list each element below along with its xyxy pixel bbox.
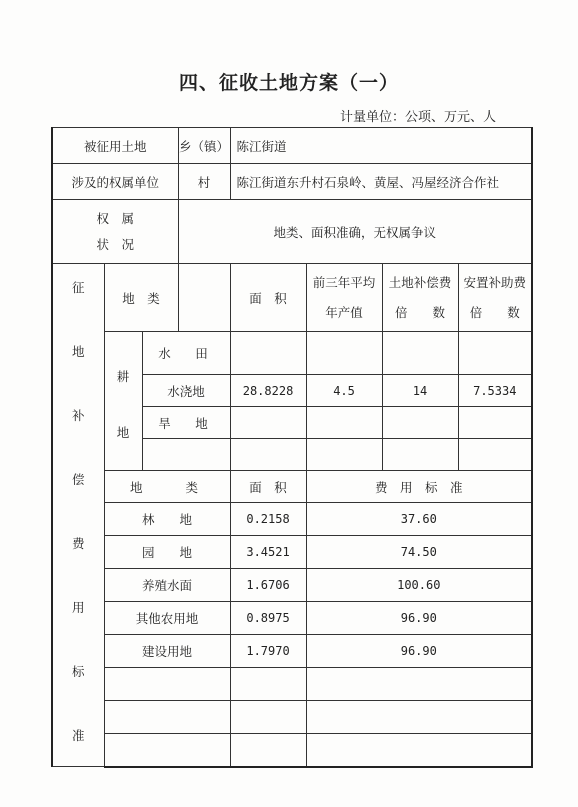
compensation-cell: 14 [382, 375, 458, 407]
cultivated-group-char-1: 地 [116, 425, 130, 440]
rights-label-line1: 权 属 [96, 210, 135, 226]
avg-output-cell [306, 439, 382, 471]
other-land-type-cell: 养殖水面 [104, 569, 230, 602]
other-land-type-cell: 林 地 [104, 503, 230, 536]
other-land-type-cell [104, 734, 230, 767]
avg-output-cell [306, 332, 382, 375]
resettlement-cell [458, 332, 532, 375]
unit-note: 计量单位：公项、万元、人 [340, 110, 497, 125]
fee-cell [306, 701, 532, 734]
other-area-cell [230, 701, 306, 734]
other-area-cell: 0.8975 [230, 602, 306, 635]
section-char-7: 准 [71, 728, 85, 743]
compensation-header-line2: 倍 数 [395, 304, 446, 320]
fee-cell: 37.60 [306, 503, 532, 536]
rights-label [52, 200, 178, 264]
township-label: 乡（镇） [178, 128, 230, 164]
land-acquisition-table [51, 127, 533, 768]
avg-output-header-line1: 前三年平均 [312, 274, 376, 290]
section-char-4: 费 [71, 536, 85, 551]
fee-cell [306, 668, 532, 701]
resettlement-cell [458, 407, 532, 439]
resettlement-cell: 7.5334 [458, 375, 532, 407]
cultivated-group-char-0: 耕 [116, 369, 130, 384]
avg-output-header-line2: 年产值 [325, 304, 363, 320]
section-char-2: 补 [71, 408, 85, 423]
owner-label-line1: 被征用土地 [52, 128, 178, 164]
other-area-cell: 1.6706 [230, 569, 306, 602]
cultivated-area-header-spacer [178, 264, 230, 332]
cultivated-area-header: 面 积 [230, 264, 306, 332]
area-cell [230, 439, 306, 471]
avg-output-cell [306, 407, 382, 439]
area-cell: 28.8228 [230, 375, 306, 407]
other-land-type-cell: 建设用地 [104, 635, 230, 668]
fee-standard-header: 费 用 标 准 [306, 471, 532, 503]
rights-value: 地类、面积准确，无权属争议 [178, 200, 532, 264]
avg-output-header [306, 264, 382, 332]
land-type-cell: 水 田 [142, 332, 230, 375]
fee-cell [306, 734, 532, 767]
fee-cell: 96.90 [306, 602, 532, 635]
cultivated-group-label [104, 332, 142, 471]
section-label [52, 264, 104, 767]
other-area-cell: 3.4521 [230, 536, 306, 569]
compensation-cell [382, 439, 458, 471]
section-char-3: 偿 [71, 472, 85, 487]
owner-label-line2: 涉及的权属单位 [52, 164, 178, 200]
township-value: 陈江街道 [230, 128, 532, 164]
other-land-type-header: 地 类 [104, 471, 230, 503]
rights-label-line2: 状 况 [96, 236, 135, 252]
village-value: 陈江街道东升村石泉岭、黄屋、冯屋经济合作社 [230, 164, 532, 200]
section-char-5: 用 [71, 600, 85, 615]
area-cell [230, 332, 306, 375]
section-char-0: 征 [71, 280, 85, 295]
fee-cell: 96.90 [306, 635, 532, 668]
other-land-type-cell [104, 701, 230, 734]
other-area-cell [230, 668, 306, 701]
compensation-header-line1: 土地补偿费 [388, 274, 452, 290]
village-label: 村 [178, 164, 230, 200]
other-area-cell: 1.7970 [230, 635, 306, 668]
land-type-cell: 水浇地 [142, 375, 230, 407]
other-area-header: 面 积 [230, 471, 306, 503]
resettlement-cell [458, 439, 532, 471]
land-type-cell: 旱 地 [142, 407, 230, 439]
other-land-type-cell: 其他农用地 [104, 602, 230, 635]
resettlement-header-line1: 安置补助费 [463, 274, 527, 290]
land-type-cell [142, 439, 230, 471]
other-area-cell: 0.2158 [230, 503, 306, 536]
other-area-cell [230, 734, 306, 767]
area-cell [230, 407, 306, 439]
compensation-header [382, 264, 458, 332]
other-land-type-cell [104, 668, 230, 701]
page-title: 四、征收土地方案（一） [178, 72, 399, 94]
avg-output-cell: 4.5 [306, 375, 382, 407]
section-char-1: 地 [71, 344, 85, 359]
resettlement-header-line2: 倍 数 [469, 304, 520, 320]
section-char-6: 标 [71, 664, 85, 679]
resettlement-header [458, 264, 532, 332]
cultivated-land-type-header: 地 类 [104, 264, 178, 332]
compensation-cell [382, 407, 458, 439]
compensation-cell [382, 332, 458, 375]
fee-cell: 100.60 [306, 569, 532, 602]
other-land-type-cell: 园 地 [104, 536, 230, 569]
fee-cell: 74.50 [306, 536, 532, 569]
